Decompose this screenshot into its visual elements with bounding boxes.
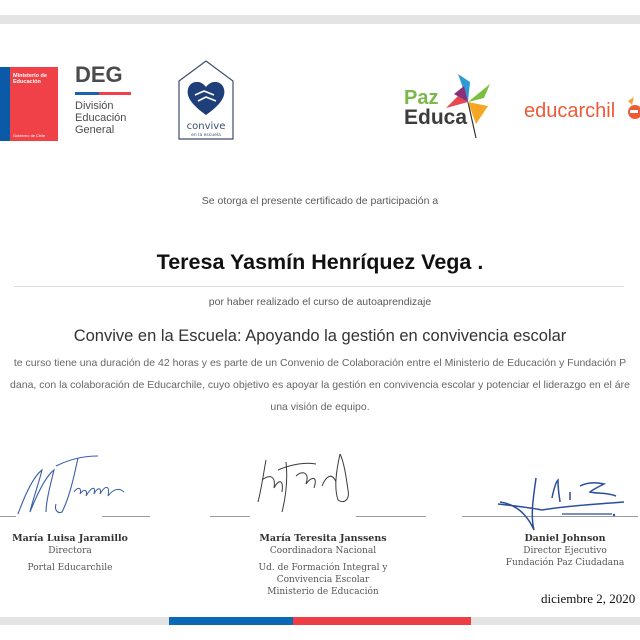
pazeduca-educa: Educa [404,106,468,129]
course-description [0,352,640,418]
certificate-date: diciembre 2, 2020 [541,591,636,606]
mineduc-line2: Educación [13,79,41,85]
deg-line1: División [75,100,114,112]
signature-johnson [496,470,632,532]
signatory-org-line-1: Ud. de Formación Integral y [258,563,388,573]
svg-text:en la escuela: en la escuela [191,133,221,138]
deg-acronym: DEG [75,62,123,87]
description-line-3: una visión de equipo. [270,401,370,413]
bottom-flag-bar [0,617,640,625]
convive-house-heart-icon [176,59,236,141]
signatory-name: María Teresita Janssens [259,533,387,544]
deg-stripe [75,92,131,95]
deg-logo [75,64,131,136]
mineduc-blue-strip [0,67,10,141]
signature-janssens [252,446,356,518]
name-underline [14,286,624,287]
course-title: Convive en la Escuela: Apoyando la gestión en convivencia escolar [73,327,567,345]
signatory-org-line-2: Convivencia Escolar [276,575,370,585]
certificate-intro: Se otorga el presente certificado de participación a [201,195,439,207]
signature-line-2a [210,516,250,517]
signatory-org-line-3: Ministerio de Educación [267,587,379,597]
signatory-block-3 [490,532,640,569]
pazeduca-paz: Paz [404,87,439,109]
svg-text:convive: convive [186,121,226,132]
certificate-reason: por haber realizado el curso de autoaprendizaje [208,296,432,308]
mineduc-logo [0,67,58,141]
signatory-role: Directora [48,546,92,556]
signature-jaramillo [12,452,132,518]
flag-blue-segment [169,617,293,625]
signatory-role: Coordinadora Nacional [269,546,377,556]
pazeduca-logo [404,72,494,142]
deg-line3: General [75,124,115,136]
signature-line-2b [356,516,426,517]
description-line-2: dana, con la colaboración de Educarchile, cuyo objetivo es apoyar la gestión en convivencia escolar y potenciar el liderazgo en el áre [10,379,630,391]
educarchile-fox-icon [626,97,640,121]
mineduc-footer: Gobierno de Chile [13,133,46,138]
signatory-block-2 [228,532,418,598]
mineduc-line1: Ministerio de [13,73,47,79]
signatory-org: Portal Educarchile [27,563,113,573]
educarchile-logo-text: educarchil [524,100,616,122]
deg-line2: Educación [75,112,127,124]
signatory-role: Director Ejecutivo [523,546,607,556]
recipient-name: Teresa Yasmín Henríquez Vega . [156,250,484,274]
mineduc-title [13,73,57,85]
flag-red-segment [293,617,471,625]
signatory-name: María Luisa Jaramillo [12,533,128,544]
description-line-1: te curso tiene una duración de 42 horas y es parte de un Convenio de Colaboración entre el Ministerio de Educación y Fundación P [13,357,627,369]
deg-subtitle [75,100,131,136]
convive-logo [176,59,236,141]
signatory-block-1 [0,532,140,574]
top-border-bar [0,15,640,24]
signatory-name: Daniel Johnson [524,533,606,544]
signatory-org: Fundación Paz Ciudadana [505,558,625,568]
